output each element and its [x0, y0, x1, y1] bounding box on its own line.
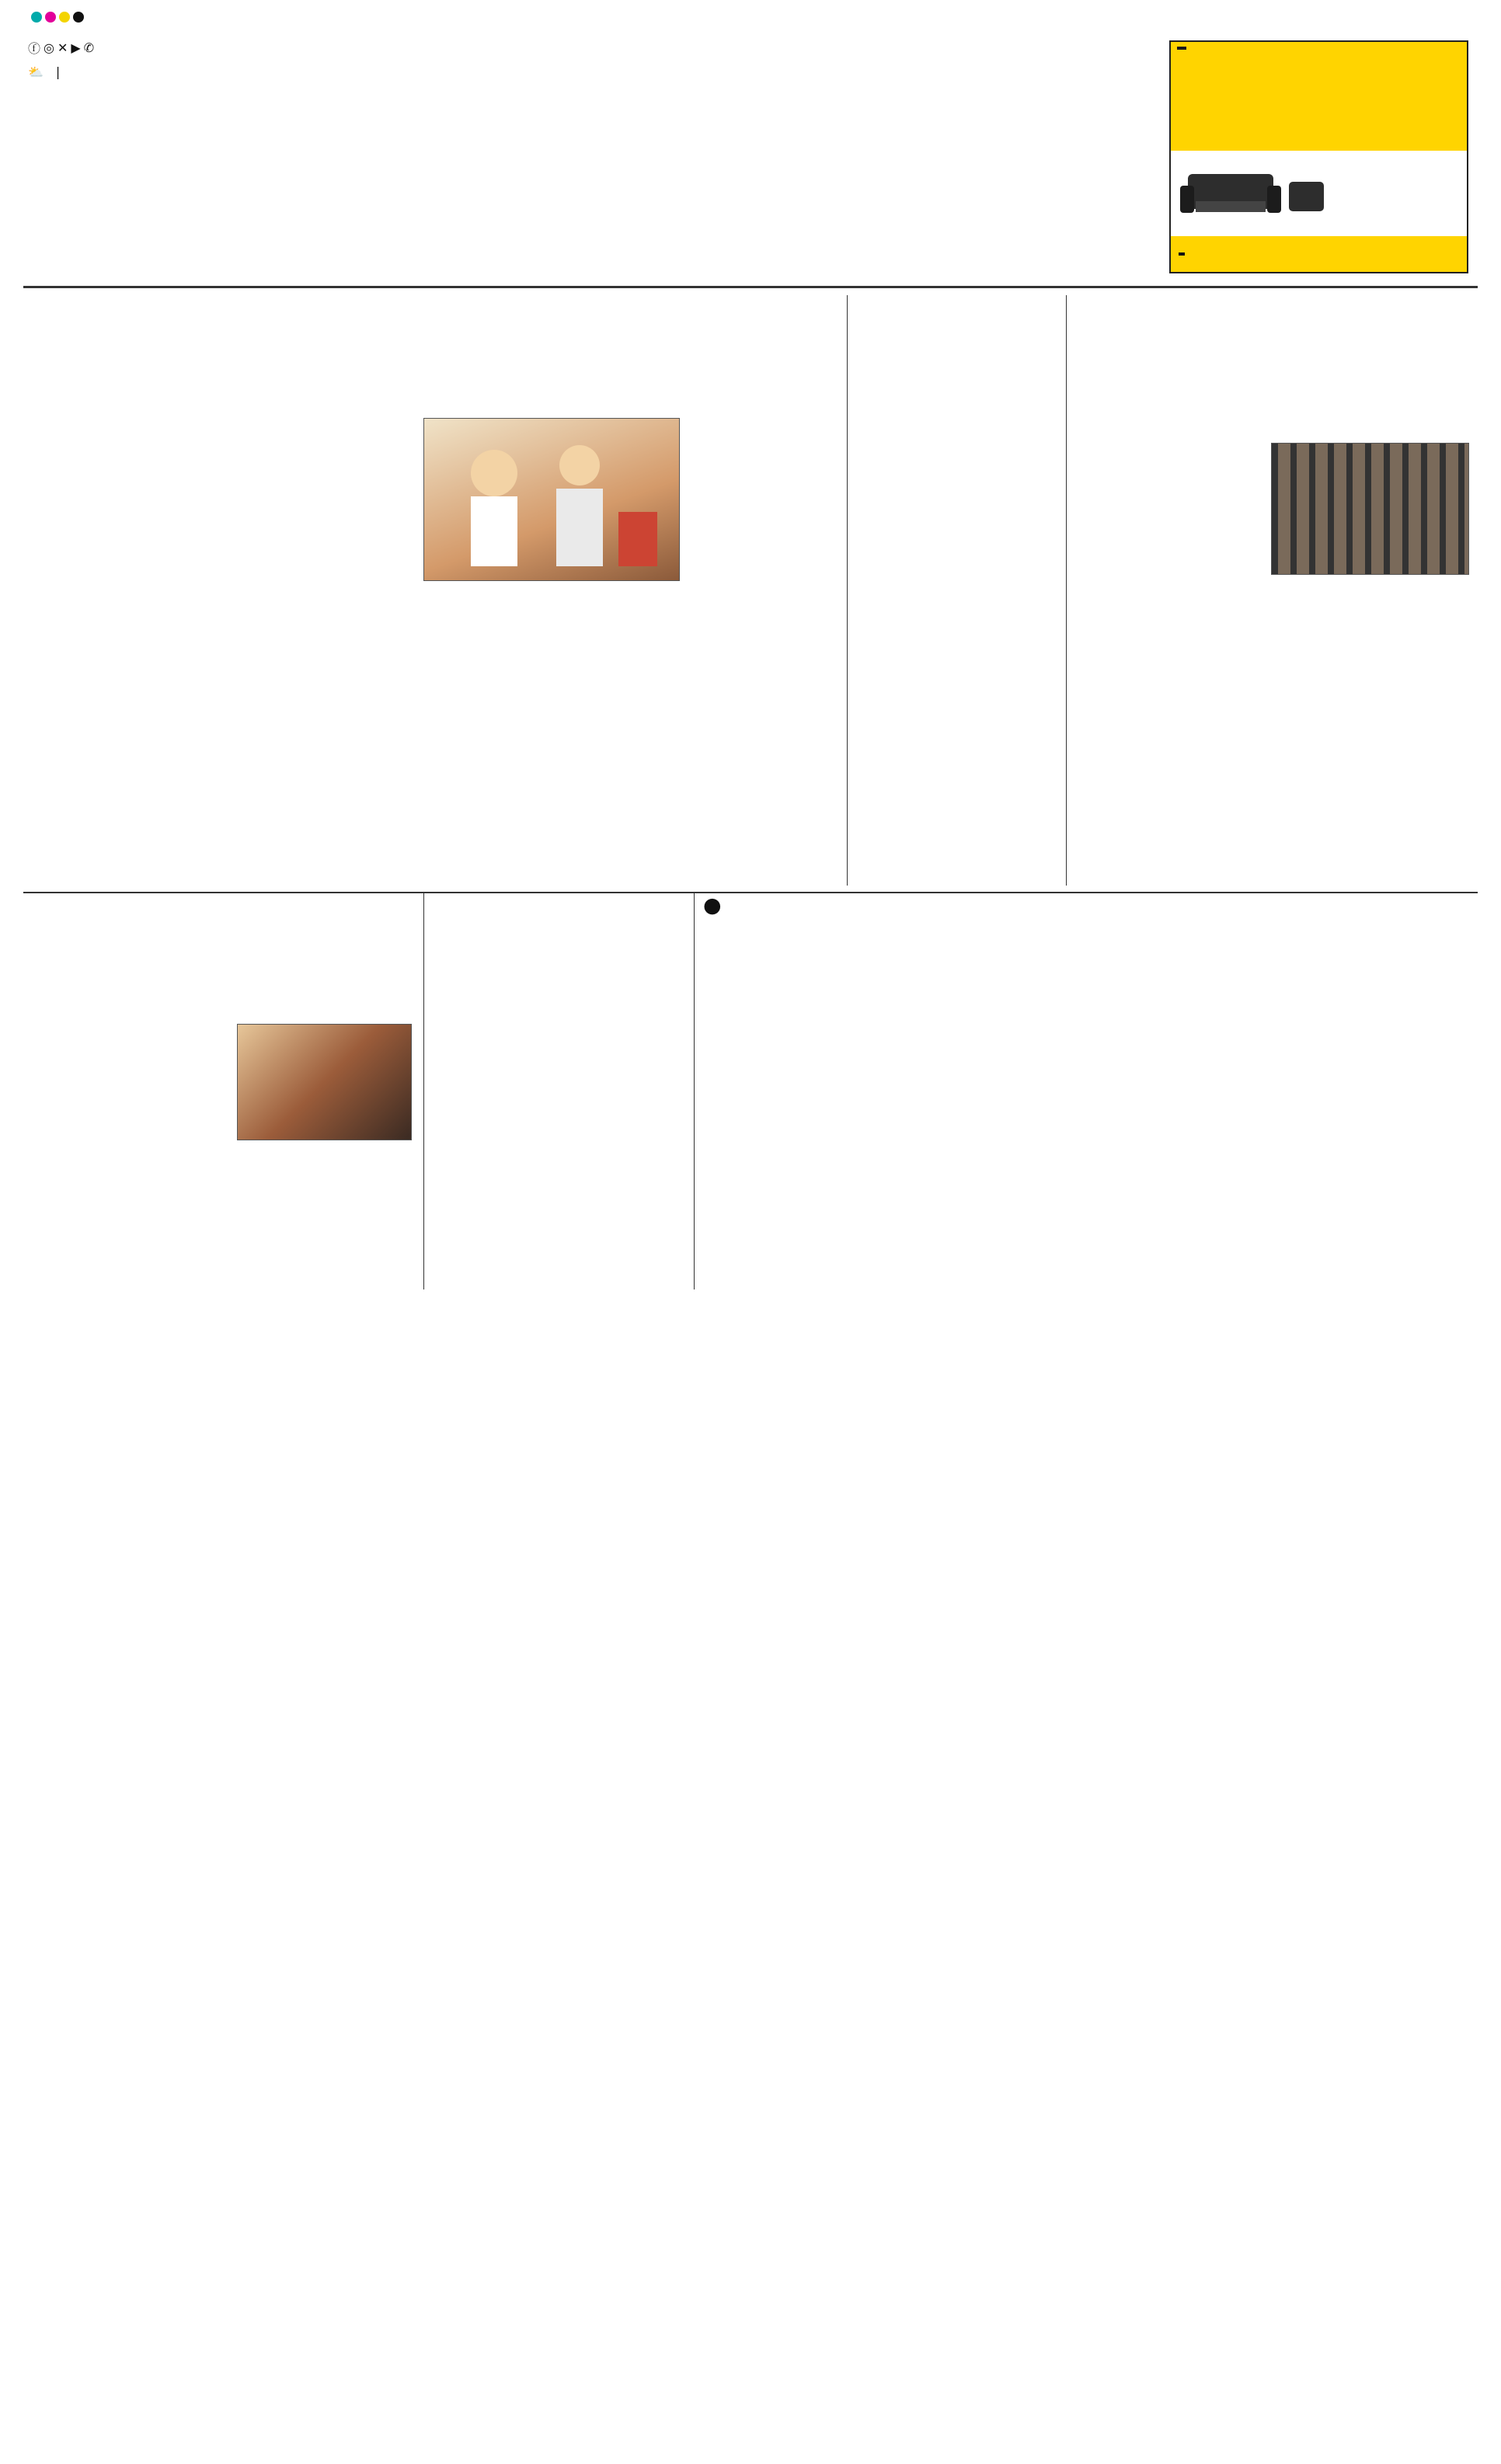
story3: [1075, 295, 1471, 886]
weather-row: ⛅ |: [28, 64, 61, 79]
story3-caption-body: [1271, 612, 1469, 876]
sofa-illustration: [1180, 158, 1328, 228]
instagram-icon[interactable]: ◎: [44, 40, 54, 55]
x-icon[interactable]: ✕: [57, 40, 68, 55]
cartoon-illustration: [423, 418, 680, 581]
assault-illustration: [237, 1024, 412, 1140]
story3-body: [1075, 443, 1262, 878]
story5-body-col2: [237, 1148, 412, 1288]
story1-body: [28, 418, 218, 884]
story6: [703, 893, 1472, 1289]
whatsapp-icon[interactable]: ✆: [83, 40, 95, 55]
masthead-left: [28, 23, 354, 280]
story4: [431, 893, 688, 1289]
story5-body: [28, 1019, 230, 1283]
social-row[interactable]: [28, 39, 354, 57]
story6-kicker: ●: [703, 893, 722, 917]
story2-body: [856, 305, 1058, 817]
youtube-icon[interactable]: ▶: [71, 40, 81, 55]
mim-box: [691, 435, 839, 886]
story1-body-col2: [227, 575, 429, 886]
mim-box-body: [691, 443, 839, 847]
masthead-title-block: [342, 40, 948, 219]
congress-box: [227, 418, 413, 566]
congress-box-body: [227, 423, 413, 539]
ncp-box: [435, 590, 676, 886]
furniture-ad[interactable]: [1169, 40, 1468, 273]
ncp-box-body: [435, 595, 676, 851]
ad-tag: [1179, 252, 1185, 256]
ad-brand: [1177, 47, 1186, 50]
brand-block: [944, 78, 1177, 92]
weather-icon: ⛅: [28, 64, 44, 79]
jail-photo: [1271, 443, 1469, 575]
story4-body: [431, 901, 688, 1227]
story6-body: [703, 1033, 874, 1282]
facebook-icon[interactable]: ⓕ: [28, 41, 41, 56]
story2: [856, 295, 1058, 886]
